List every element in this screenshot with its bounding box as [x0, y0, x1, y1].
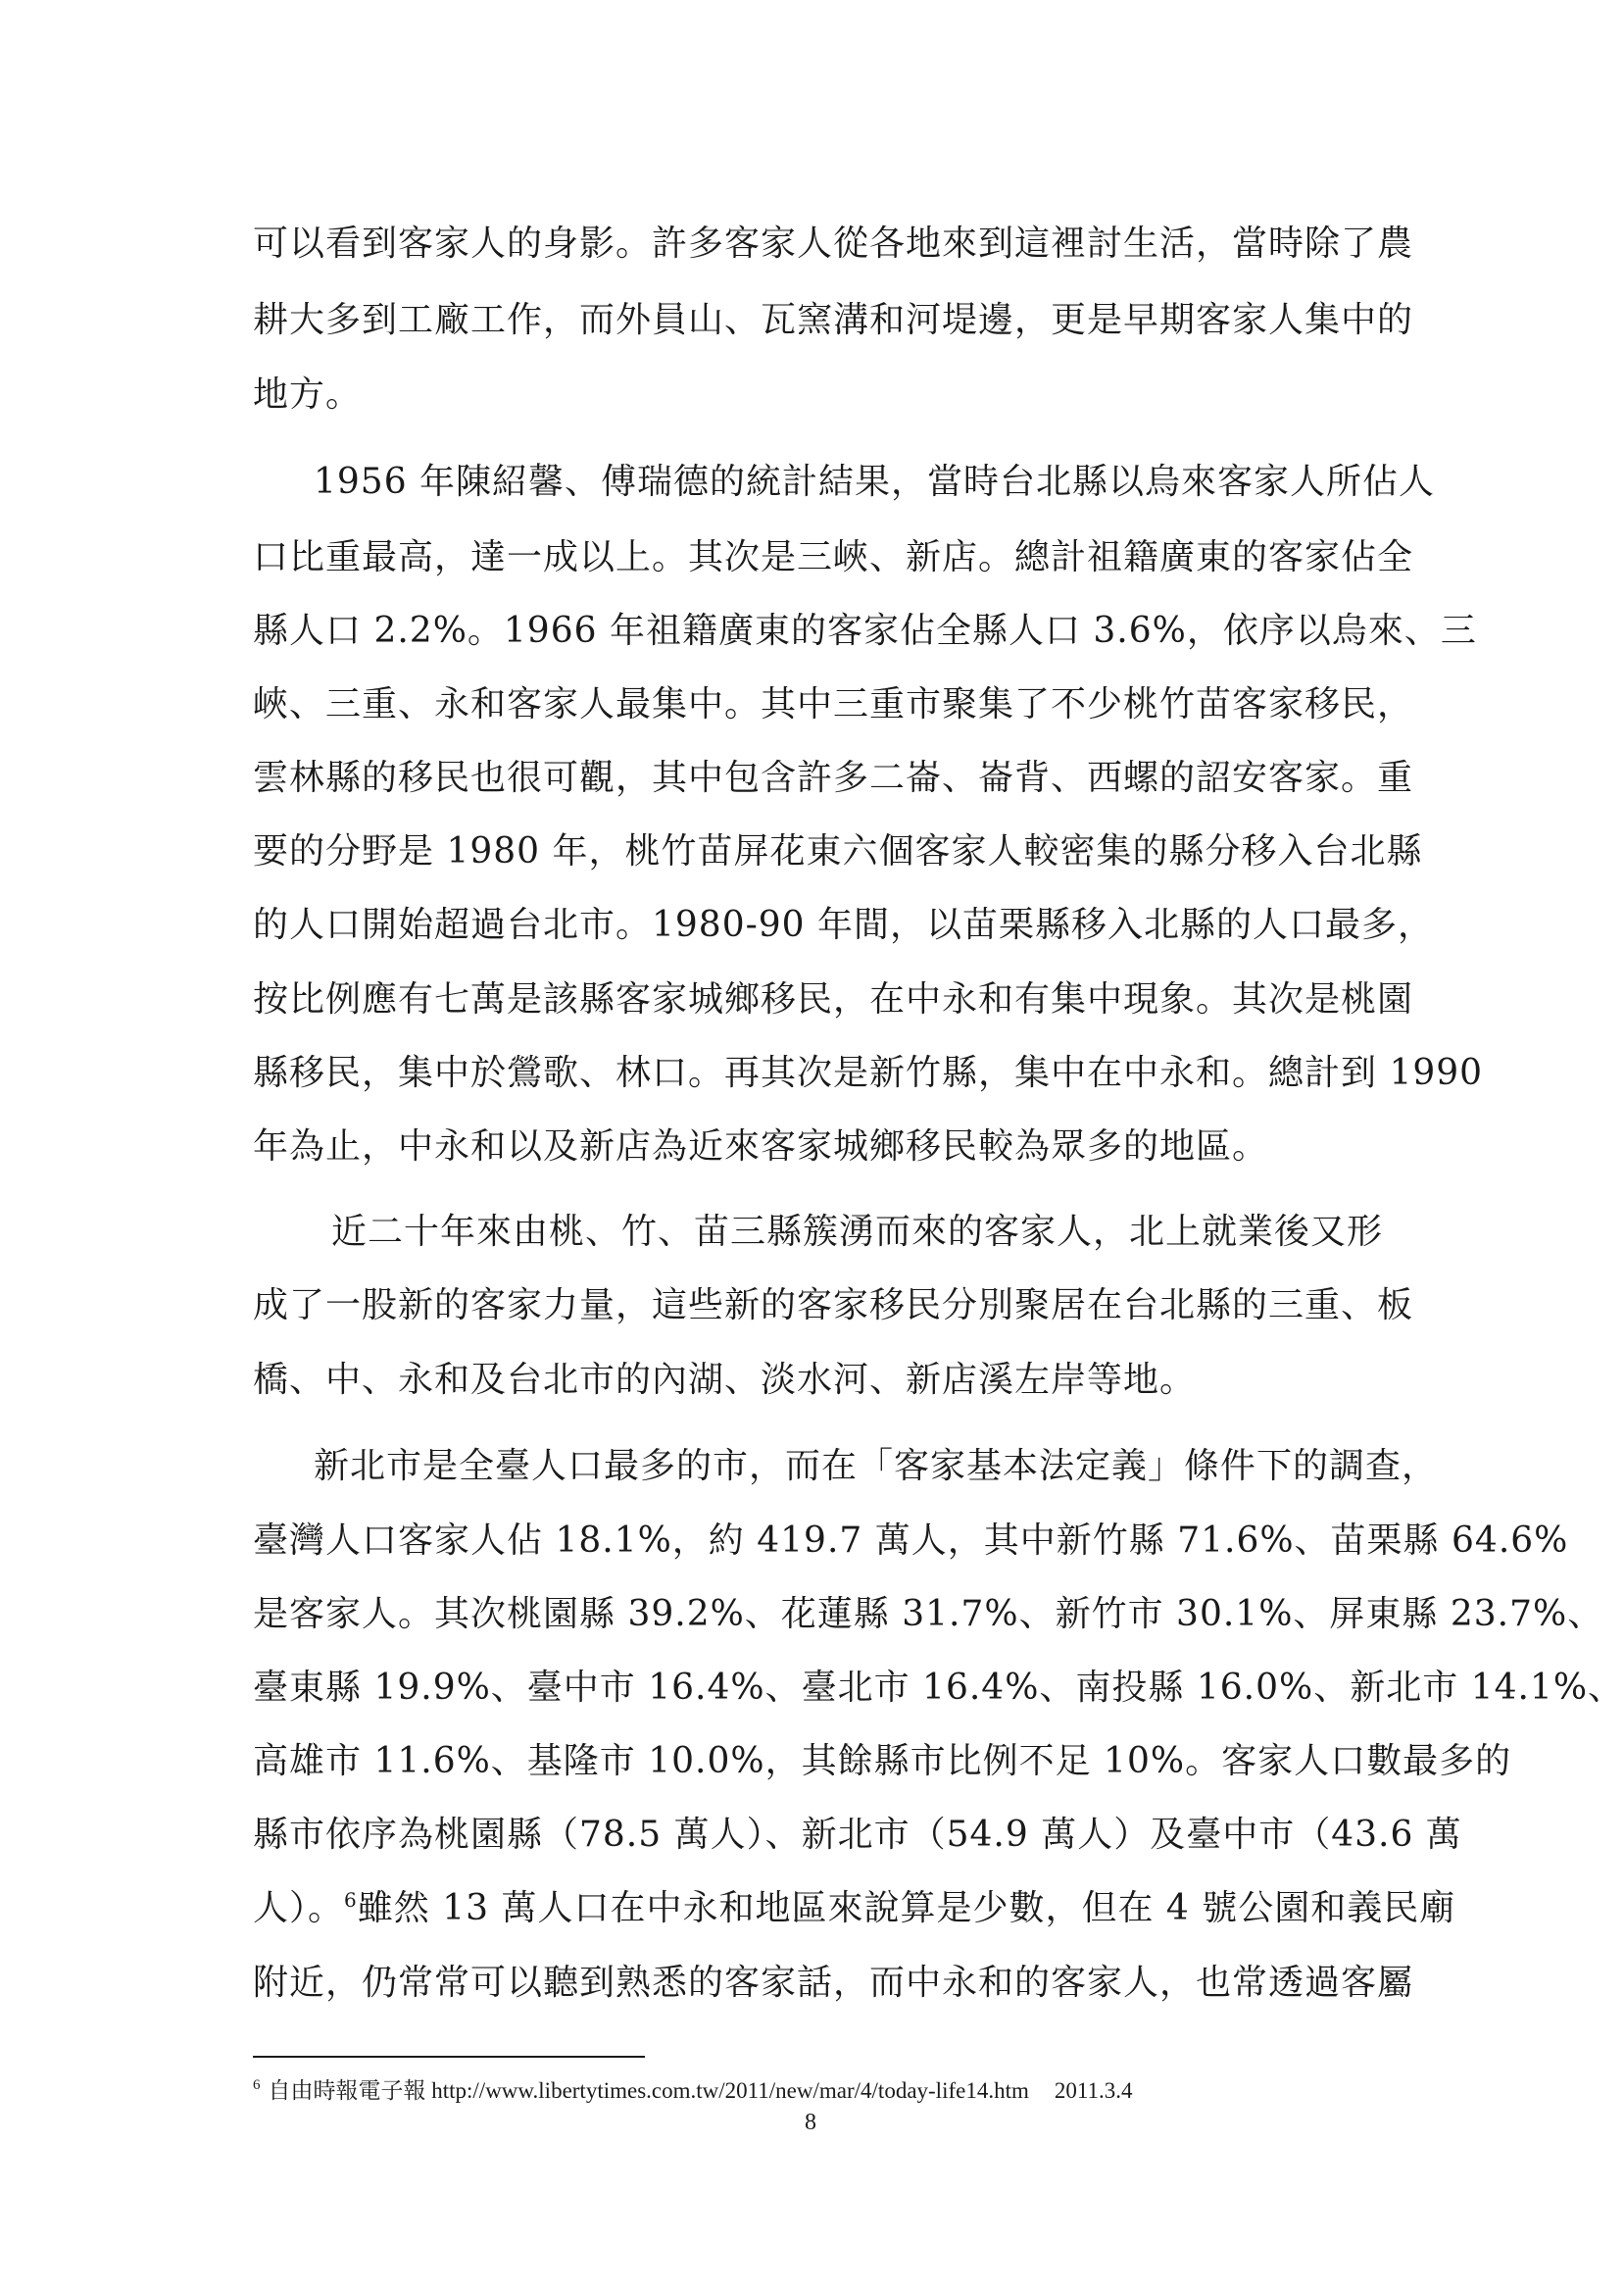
paragraph-2-line-9: 縣移民，集中於鶯歌、林口。再其次是新竹縣，集中在中永和。總計到 1990 — [253, 1053, 1484, 1093]
footnote-text[interactable]: 自由時報電子報 http://www.libertytimes.com.tw/2011/new/mar/4/today-life14.htm — [268, 2078, 1029, 2103]
footnote-reference[interactable]: 6 — [344, 1888, 358, 1912]
paragraph-3-line-3: 橋、中、永和及台北市的內湖、淡水河、新店溪左岸等地。 — [253, 1360, 1197, 1400]
paragraph-4-line-7-start: 人）。 — [253, 1888, 345, 1928]
paragraph-2-line-2: 口比重最高，達一成以上。其次是三峽、新店。總計祖籍廣東的客家佔全 — [253, 537, 1414, 577]
paragraph-1-line-3: 地方。 — [253, 374, 363, 415]
paragraph-2-line-8: 按比例應有七萬是該縣客家城鄉移民，在中永和有集中現象。其次是桃園 — [253, 979, 1414, 1020]
paragraph-2-line-3: 縣人口 2.2%。1966 年祖籍廣東的客家佔全縣人口 3.6%，依序以烏來、三 — [253, 611, 1477, 651]
paragraph-4-line-4: 臺東縣 19.9%、臺中市 16.4%、臺北市 16.4%、南投縣 16.0%、新北市 14.1%、 — [253, 1668, 1624, 1708]
paragraph-3-line-1: 近二十年來由桃、竹、苗三縣簇湧而來的客家人，北上就業後又形 — [331, 1212, 1384, 1252]
paragraph-4-line-5: 高雄市 11.6%、基隆市 10.0%，其餘縣市比例不足 10%。客家人口數最多的 — [253, 1741, 1512, 1781]
paragraph-1-line-2: 耕大多到工廠工作，而外員山、瓦窯溝和河堤邊，更是早期客家人集中的 — [253, 300, 1414, 340]
paragraph-2-line-6: 要的分野是 1980 年，桃竹苗屏花東六個客家人較密集的縣分移入台北縣 — [253, 831, 1423, 872]
footnote-date: 2011.3.4 — [1054, 2078, 1133, 2103]
paragraph-4-line-1: 新北市是全臺人口最多的市，而在「客家基本法定義」條件下的調查， — [314, 1446, 1439, 1486]
paragraph-1-line-1: 可以看到客家人的身影。許多客家人從各地來到這裡討生活，當時除了農 — [253, 224, 1414, 264]
paragraph-2-line-10: 年為止，中永和以及新店為近來客家城鄉移民較為眾多的地區。 — [253, 1126, 1269, 1167]
page-number: 8 — [805, 2110, 816, 2135]
paragraph-2-line-1: 1956 年陳紹馨、傅瑞德的統計結果，當時台北縣以烏來客家人所佔人 — [314, 462, 1436, 502]
paragraph-2-line-4: 峽、三重、永和客家人最集中。其中三重市聚集了不少桃竹苗客家移民， — [253, 684, 1414, 724]
footnote-separator — [253, 2056, 645, 2058]
paragraph-4-line-8: 附近，仍常常可以聽到熟悉的客家話，而中永和的客家人，也常透過客屬 — [253, 1963, 1414, 2003]
paragraph-4-line-7 — [253, 1887, 1456, 1930]
paragraph-2-line-7: 的人口開始超過台北市。1980-90 年間，以苗栗縣移入北縣的人口最多， — [253, 905, 1435, 945]
paragraph-4-line-2: 臺灣人口客家人佔 18.1%，約 419.7 萬人，其中新竹縣 71.6%、苗栗縣 64.6% — [253, 1520, 1569, 1561]
paragraph-4-line-3: 是客家人。其次桃園縣 39.2%、花蓮縣 31.7%、新竹市 30.1%、屏東縣 23.7%、 — [253, 1594, 1604, 1634]
paragraph-4-line-7-rest: 雖然 13 萬人口在中永和地區來說算是少數，但在 4 號公園和義民廟 — [357, 1888, 1456, 1928]
footnote-marker: 6 — [253, 2077, 261, 2094]
paragraph-4-line-6: 縣市依序為桃園縣（78.5 萬人）、新北市（54.9 萬人）及臺中市（43.6 萬 — [253, 1815, 1462, 1855]
paragraph-2-line-5: 雲林縣的移民也很可觀，其中包含許多二崙、崙背、西螺的詔安客家。重 — [253, 758, 1414, 798]
paragraph-3-line-2: 成了一股新的客家力量，這些新的客家移民分別聚居在台北縣的三重、板 — [253, 1285, 1414, 1325]
footnote — [253, 2076, 1390, 2106]
